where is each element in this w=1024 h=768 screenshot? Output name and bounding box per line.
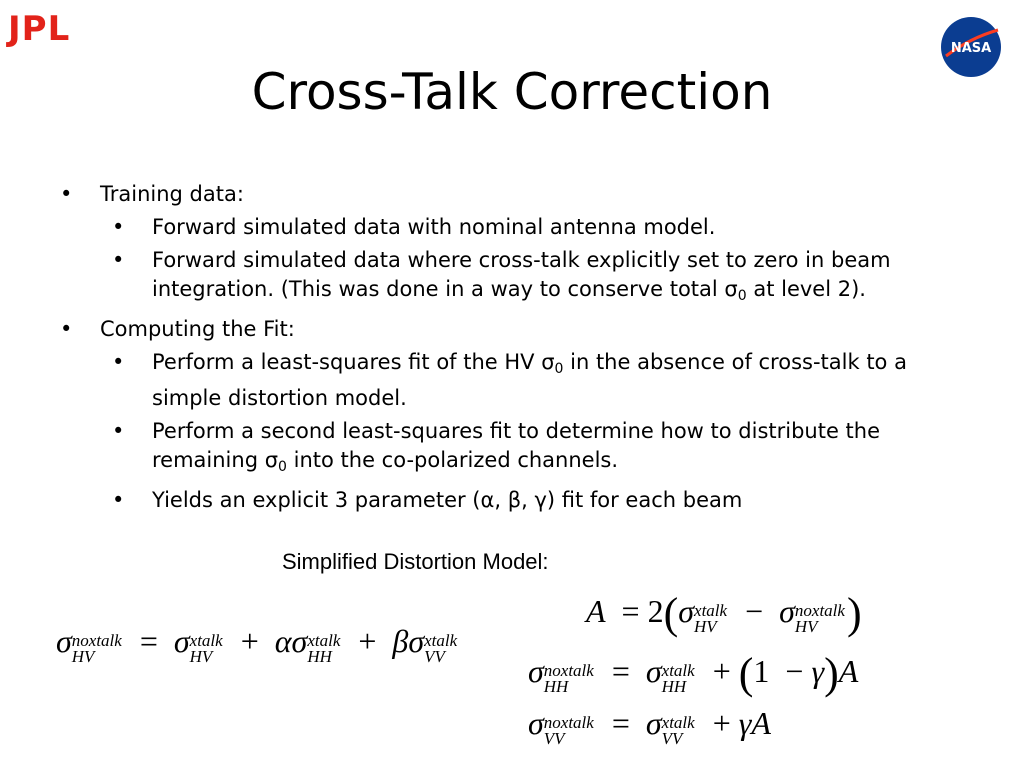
sub-bullet-item (0, 486, 1024, 515)
equation-hh: σ noxtalk HH = σ xtalk HH + (1 − γ)A (528, 649, 859, 698)
bullet-text: Perform a second least-squares fit to determine how to distribute the remaining $\sigma_0$ into the co-polarized channels. (152, 419, 881, 475)
nasa-logo-text: NASA (950, 41, 992, 56)
bullet-marker: • (112, 215, 125, 239)
model-caption: Simplified Distortion Model: (282, 549, 549, 574)
sub-bullet-item (0, 417, 1024, 482)
equation-a: A = 2(σ xtalk HV − σ noxtalk HV ) (586, 589, 862, 638)
sub-bullet-item (0, 213, 1024, 242)
bullet-text: Perform a least-squares fit of the HV $\sigma_0$ in the absence of cross-talk to a simple distortion model. (152, 350, 907, 410)
bullet-marker: • (60, 317, 73, 341)
equation-hv-noxtalk: σ noxtalk HV = σ xtalk HV + ασ xtalk HH + βσ xtalk VV (56, 623, 458, 666)
sub-bullet-item (0, 348, 1024, 413)
bullet-item (0, 315, 1024, 344)
bullet-text: Forward simulated data where cross-talk explicitly set to zero in beam integration. (This was done in a way to conserve total $\sigma_0$ at level 2). (152, 248, 891, 304)
bullet-marker: • (112, 419, 125, 443)
sigma-subscript: 0 (554, 361, 564, 377)
bullet-marker: • (60, 182, 73, 206)
eq1-sigma: σ (56, 623, 72, 659)
bullet-text: Yields an explicit 3 parameter (α, β, γ) fit for each beam (152, 488, 743, 512)
bullet-item (0, 180, 1024, 209)
slide-title: Cross-Talk Correction (251, 63, 773, 121)
sigma-subscript: 0 (737, 288, 747, 304)
bullet-text: Training data: (100, 182, 244, 206)
bullet-marker: • (112, 488, 125, 512)
bullet-marker: • (112, 350, 125, 374)
bullet-text: Forward simulated data with nominal antenna model. (152, 215, 716, 239)
bullet-marker: • (112, 248, 125, 272)
sub-bullet-item (0, 246, 1024, 311)
slide-body (0, 180, 1024, 519)
jpl-logo: JPL (8, 9, 71, 49)
bullet-text: Computing the Fit: (100, 317, 295, 341)
equation-vv: σ noxtalk VV = σ xtalk VV + γA (528, 705, 771, 748)
sigma-subscript: 0 (278, 459, 287, 475)
